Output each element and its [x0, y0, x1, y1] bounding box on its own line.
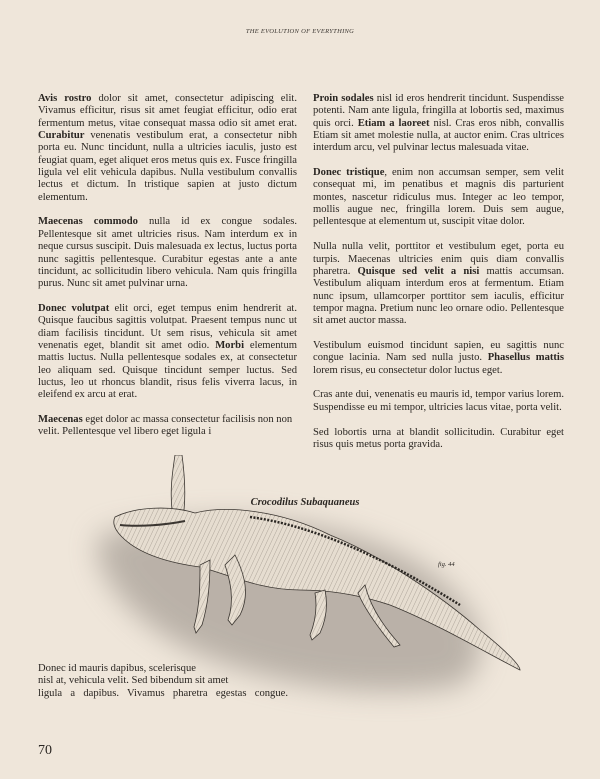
text: dolor sit amet, consectetur adipiscing elit. Vivamus efficitur, risus sit amet feugiat efficitur, odio erat fermentum metus, vitae consequat massa odio sit amet erat. — [38, 93, 297, 129]
text-line: ligula a dapibus. Vivamus pharetra egestas congue. — [38, 687, 288, 699]
paragraph — [38, 216, 297, 290]
bold-lead: Donec tristique — [313, 167, 385, 179]
bold-term: Quisque sed velit a nisi — [357, 265, 480, 277]
running-header: THE EVOLUTION OF EVERYTHING — [245, 28, 355, 35]
page-number: 70 — [38, 743, 52, 758]
text: nulla id ex congue sodales. Pellentesque sit amet ultricies risus. Nam interdum ex in neque cursus suscipit. Duis malesuada ex lectus, luctus porta nunc sagittis pellentesque. Curabitur egestas ante a ante tincidunt, ac sollicitudin libero vehicula. Nam quis fringilla purus. Nunc sit amet pulvinar urna. — [38, 216, 298, 290]
text: nisl id eros hendrerit tincidunt. Suspendisse potenti. Nam ante ligula, fringilla at lobortis sed, maximus quis orci. — [313, 93, 565, 129]
bold-term: Curabitur — [38, 130, 85, 142]
paragraph — [313, 241, 564, 327]
text: Sed lobortis urna at blandit sollicitudin. Curabitur eget risus quis metus porta gravida. — [313, 426, 564, 450]
figure-number: fig. 44 — [438, 561, 455, 568]
paragraph — [38, 93, 297, 204]
right-column — [313, 93, 564, 464]
paragraph — [38, 414, 297, 439]
bold-term: Etiam a laoreet — [357, 117, 430, 129]
bold-lead: Maecenas commodo — [38, 216, 138, 228]
text: mattis accumsan. Vestibulum aliquam interdum eros at fermentum. Etiam nunc ipsum, ullamcorper porttitor sem iaculis, efficitur tempor magna. Pretium nunc leo ornare odio. Pellentesque sit amet auctor massa. — [313, 265, 564, 327]
text: venenatis vestibulum erat, a consectetur nibh porta eu. Nunc tincidunt, nulla a ultricies iaculis, justo est feugiat quam, eget aliquet eros metus quis ex. Fusce fringilla ligula vel elit vehicula dapibus. Nulla vestibulum convallis lectus et dictum. In tristique sapien at justo dictum elementum. — [38, 130, 297, 203]
paragraph — [313, 93, 564, 155]
text: elementum mattis luctus. Nulla pellentesque sodales ex, at consectetur leo aliquam sed. Quisque tincidunt semper luctus. Sed luctus, leo ut rhoncus blandit, risus felis viverra lacus, in eleifend ex arcu at erat. — [38, 339, 297, 401]
bold-term: Phasellus mattis — [487, 352, 564, 364]
bold-lead: Avis rostro — [38, 93, 92, 104]
text: , enim non accumsan semper, sem velit consequat mi, im penatibus et magnis dis parturient montes, nascetur ridiculus mus. Integer ac leo tempor, mollis augue nec, fringilla lorem. Duis sem augue, pellentesque at elementum ut, suscipit vitae dolor. — [313, 167, 564, 228]
bottom-paragraph — [38, 663, 288, 700]
paragraph — [313, 340, 564, 377]
bold-lead: Donec volutpat — [38, 302, 110, 314]
left-column — [38, 93, 297, 451]
paragraph — [313, 427, 564, 452]
paragraph — [313, 389, 564, 414]
text: Nulla nulla velit, porttitor et vestibulum eget, porta eu turpis. Maecenas ultricies enim quis diam convallis pharetra. — [313, 241, 564, 277]
text: Vestibulum euismod tincidunt sapien, eu sagittis nunc congue lacinia. Nam sed nulla justo. — [313, 340, 564, 364]
text: elit orci, eget tempus enim hendrerit at. Quisque faucibus sagittis volutpat. Praesent tempus nunc ut diam facilisis tincidunt. Ut sem risus, vehicula sit amet venenatis eget, blandit sit amet odio. — [38, 302, 297, 351]
text-line: nisl at, vehicula velit. Sed bibendum sit amet — [38, 675, 229, 687]
bold-lead: Maecenas — [38, 414, 83, 426]
paragraph — [38, 303, 297, 402]
text-line: Donec id mauris dapibus, scelerisque — [38, 663, 196, 674]
text: Cras ante dui, venenatis eu mauris id, tempor varius lorem. Suspendisse eu mi tempor, ultricies lacus vitae, porta velit. — [313, 389, 564, 413]
bold-term: Morbi — [215, 339, 245, 351]
paragraph — [313, 167, 564, 229]
text: eget dolor ac massa consectetur facilisis non non velit. Pellentesque vel libero eget ligula i — [38, 414, 293, 438]
text: lorem risus, eu consectetur dolor luctus eget. — [313, 364, 503, 376]
bold-lead: Proin sodales — [313, 93, 374, 104]
text: nisl. Cras eros nibh, convallis Etiam sit amet molestie nulla, at auctor enim. Cras ultrices interdum arcu, vel pulvinar lectus malesuada vitae. — [313, 117, 565, 154]
figure-caption: Crocodilus Subaquaneus — [250, 497, 360, 508]
